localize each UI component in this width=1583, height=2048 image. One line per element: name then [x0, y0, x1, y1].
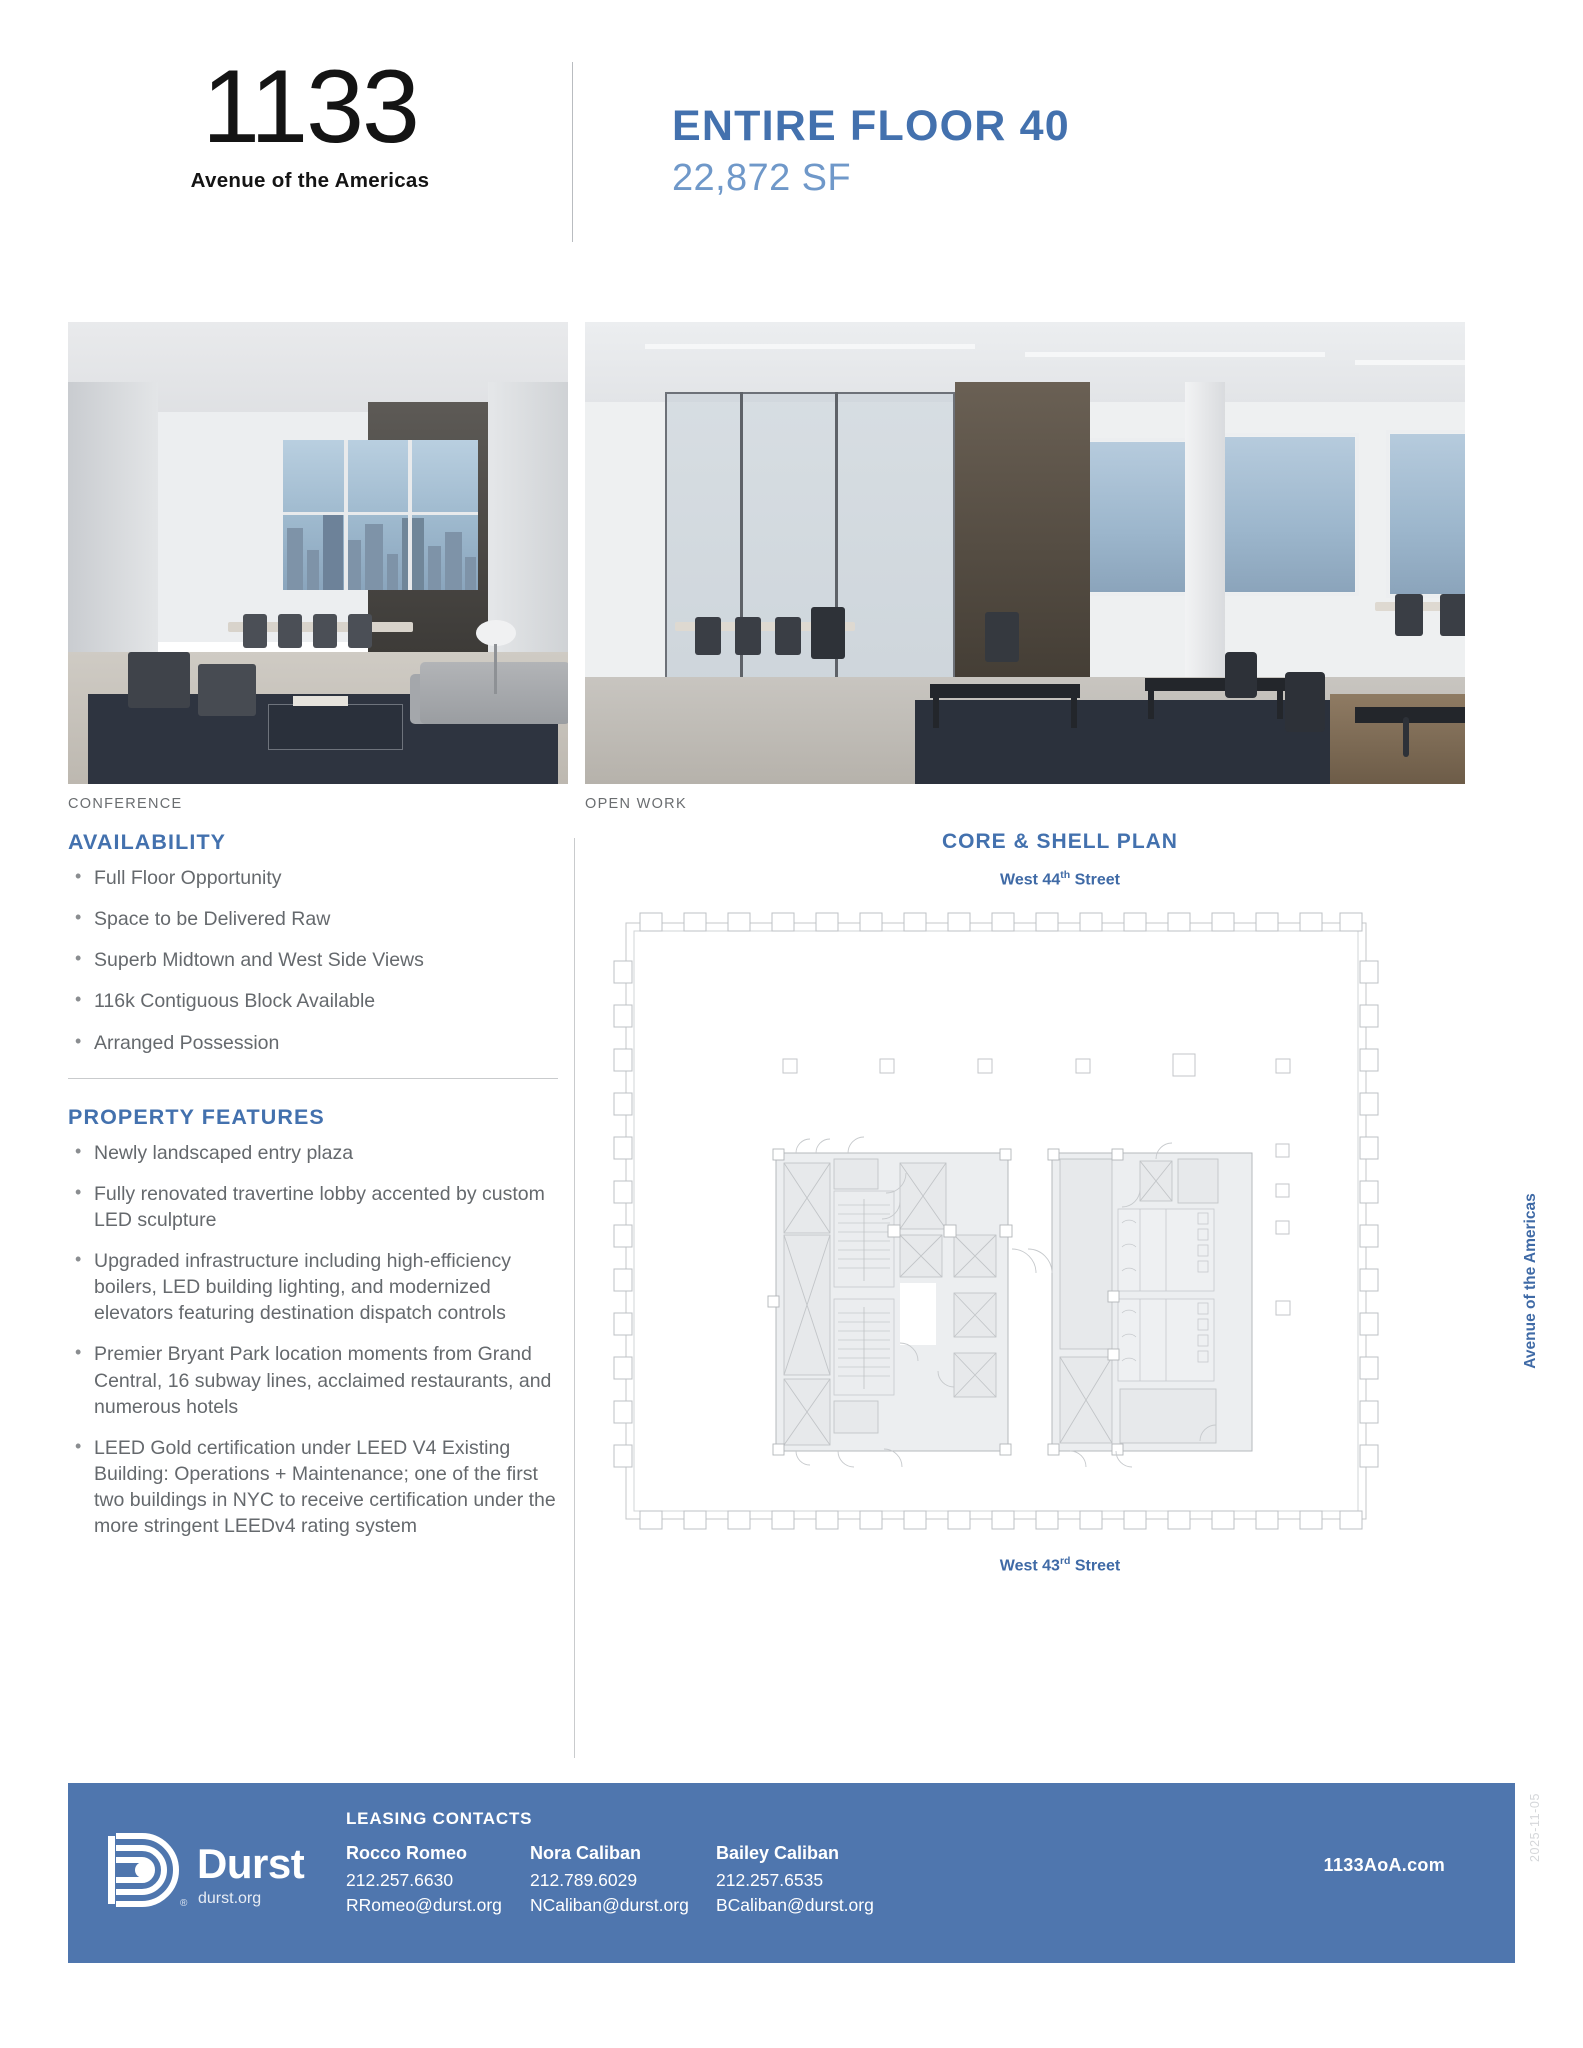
street-south-ordinal: rd [1059, 1555, 1071, 1568]
street-label-east: Avenue of the Americas [1522, 1193, 1539, 1370]
column-divider [574, 838, 575, 1758]
open-work-photo [585, 322, 1465, 784]
contact-card [346, 1843, 502, 1916]
building-logo [160, 49, 460, 193]
leasing-contacts-label: LEASING CONTACTS [346, 1809, 533, 1828]
photo-gallery [0, 322, 1583, 812]
contact-phone[interactable]: 212.789.6029 [530, 1870, 638, 1890]
property-features-section [68, 1105, 568, 1540]
registered-mark: ® [180, 1898, 188, 1909]
floor-plan-title: CORE & SHELL PLAN [942, 830, 1178, 853]
street-north-ordinal: th [1060, 869, 1071, 881]
conference-photo-caption: CONFERENCE [68, 796, 183, 812]
page-title: ENTIRE FLOOR 40 [672, 102, 1070, 150]
list-item: • Arranged Possession [68, 1030, 568, 1056]
contact-card [530, 1843, 689, 1916]
durst-logo[interactable] [102, 1828, 305, 1914]
street-label-south [600, 1555, 1520, 1575]
durst-url[interactable]: durst.org [198, 1890, 262, 1907]
durst-wordmark: Durst [197, 1840, 305, 1887]
street-label-north [600, 869, 1520, 889]
logo-number: 1133 [202, 49, 418, 165]
contact-phone[interactable]: 212.257.6630 [346, 1870, 454, 1890]
street-south-suffix: Street [1070, 1557, 1121, 1575]
list-item: • Superb Midtown and West Side Views [68, 947, 568, 973]
conference-photo [68, 322, 568, 784]
availability-heading: AVAILABILITY [68, 830, 227, 854]
list-item: • Space to be Delivered Raw [68, 906, 568, 932]
contact-name: Rocco Romeo [346, 1843, 468, 1863]
property-website-link[interactable]: 1133AoA.com [1323, 1855, 1445, 1875]
open-work-photo-caption: OPEN WORK [585, 796, 687, 812]
date-stamp: 2025-11-05 [1528, 1792, 1542, 1862]
details-column [68, 830, 568, 1554]
page-subtitle: 22,872 SF [672, 157, 851, 200]
floor-plan-column [600, 830, 1539, 1576]
logo-subtitle: Avenue of the Americas [190, 169, 430, 192]
header-divider [572, 62, 573, 242]
list-item: • Full Floor Opportunity [68, 865, 568, 891]
street-north-suffix: Street [1070, 871, 1120, 889]
main-content [0, 830, 1583, 1730]
property-features-heading: PROPERTY FEATURES [68, 1104, 325, 1129]
contact-name: Nora Caliban [530, 1843, 642, 1863]
list-item: • Upgraded infrastructure including high-efficiency boilers, LED building lighting, and modernized elevators featuring destination dispatch controls [68, 1248, 568, 1326]
contact-phone[interactable]: 212.257.6535 [716, 1870, 824, 1890]
contact-email[interactable]: BCaliban@durst.org [716, 1895, 874, 1915]
property-features-list [68, 1140, 568, 1540]
list-item: • Premier Bryant Park location moments from Grand Central, 16 subway lines, acclaimed restaurants, and numerous hotels [68, 1341, 568, 1419]
floor-plan-svg [600, 901, 1520, 1541]
list-item: • Fully renovated travertine lobby accented by custom LED sculpture [68, 1181, 568, 1233]
section-divider [68, 1078, 558, 1079]
list-item: • Newly landscaped entry plaza [68, 1140, 568, 1166]
floor-plan-drawing [600, 901, 1539, 1541]
contact-email[interactable]: RRomeo@durst.org [346, 1895, 502, 1915]
durst-d-mark-icon [102, 1828, 192, 1914]
list-item: • LEED Gold certification under LEED V4 Existing Building: Operations + Maintenance; one of the first two buildings in NYC to receive certification under the more stringent LEEDv4 rating system [68, 1435, 568, 1540]
list-item: • 116k Contiguous Block Available [68, 988, 568, 1014]
title-block [672, 104, 1070, 200]
contact-email[interactable]: NCaliban@durst.org [530, 1895, 689, 1915]
contact-name: Bailey Caliban [716, 1843, 840, 1863]
page-header [0, 0, 1583, 250]
availability-list [68, 865, 568, 1056]
availability-section [68, 830, 568, 1056]
street-north-text: West 44 [1000, 871, 1061, 889]
street-south-text: West 43 [999, 1557, 1060, 1575]
contact-card [716, 1843, 874, 1916]
page-footer [68, 1783, 1515, 1963]
